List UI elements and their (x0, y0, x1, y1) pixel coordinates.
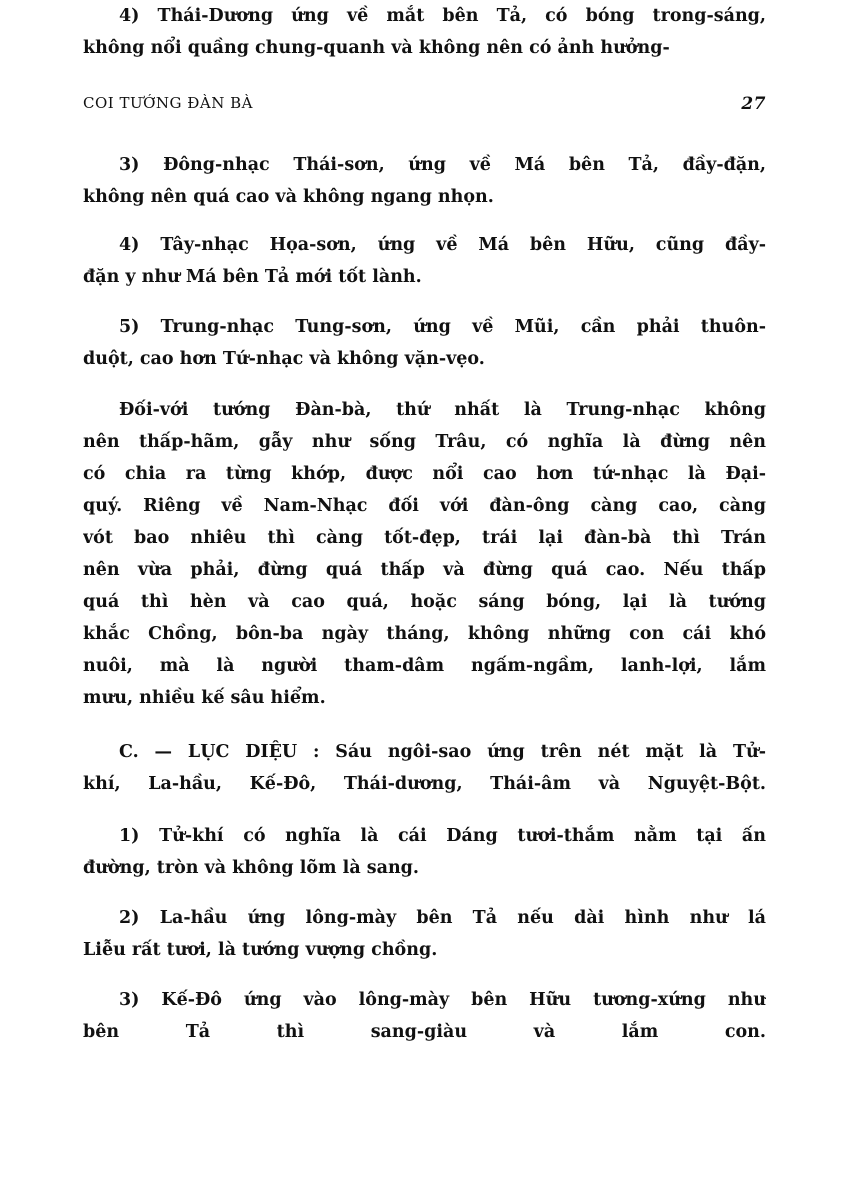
text-line: Liễu rất tươi, là tướng vượng chồng. (83, 940, 438, 960)
text-line: nên thấp-hãm, gẫy như sống Trâu, có nghĩa là đừng nên (83, 432, 766, 452)
text-line: 4) Tây-nhạc Họa-sơn, ứng về Má bên Hữu, cũng đầy- (119, 235, 766, 255)
text-line: 3) Kế-Đô ứng vào lông-mày bên Hữu tương-xứng như (119, 990, 766, 1010)
header-title: COI TƯỚNG ĐÀN BÀ (83, 94, 253, 112)
running-header (83, 94, 766, 114)
paragraph (83, 149, 766, 213)
text-line: C. — LỤC DIỆU : Sáu ngôi-sao ứng trên nét mặt là Tử- (119, 742, 766, 762)
paragraph (83, 984, 766, 1048)
text-line: 2) La-hầu ứng lông-mày bên Tả nếu dài hình như lá (119, 908, 766, 928)
paragraph (83, 736, 766, 800)
paragraph (83, 311, 766, 375)
paragraph (83, 394, 766, 714)
text-line: khắc Chồng, bôn-ba ngày tháng, không những con cái khó (83, 624, 766, 644)
text-line: mưu, nhiều kế sâu hiểm. (83, 688, 326, 708)
text-line: không nên quá cao và không ngang nhọn. (83, 187, 494, 207)
text-line: duột, cao hơn Tứ-nhạc và không vặn-vẹo. (83, 349, 485, 369)
paragraph (83, 229, 766, 293)
text-line: bên Tả thì sang-giàu và lắm con. (83, 1022, 766, 1042)
text-line: vót bao nhiêu thì càng tốt-đẹp, trái lại đàn-bà thì Trán (83, 528, 766, 548)
page-number: 27 (741, 94, 766, 114)
paragraph (83, 0, 766, 64)
text-line: 5) Trung-nhạc Tung-sơn, ứng về Mũi, cần phải thuôn- (119, 317, 766, 337)
paragraph (83, 820, 766, 884)
text-line: nuôi, mà là người tham-dâm ngấm-ngầm, lanh-lợi, lắm (83, 656, 766, 676)
text-line: khí, La-hầu, Kế-Đô, Thái-dương, Thái-âm và Nguyệt-Bột. (83, 774, 766, 794)
text-line: quý. Riêng về Nam-Nhạc đối với đàn-ông càng cao, càng (83, 496, 766, 516)
text-line: Đối-với tướng Đàn-bà, thứ nhất là Trung-nhạc không (119, 400, 766, 420)
text-line: 4) Thái-Dương ứng về mắt bên Tả, có bóng trong-sáng, (119, 6, 766, 26)
text-line: không nổi quầng chung-quanh và không nên có ảnh hưởng- (83, 38, 670, 58)
text-line: nên vừa phải, đừng quá thấp và đừng quá cao. Nếu thấp (83, 560, 766, 580)
text-line: đặn y như Má bên Tả mới tốt lành. (83, 267, 422, 287)
text-line: quá thì hèn và cao quá, hoặc sáng bóng, lại là tướng (83, 592, 766, 612)
text-line: đường, tròn và không lõm là sang. (83, 858, 419, 878)
text-line: có chia ra từng khớp, được nổi cao hơn tứ-nhạc là Đại- (83, 464, 766, 484)
paragraph (83, 902, 766, 966)
text-line: 1) Tử-khí có nghĩa là cái Dáng tươi-thắm nằm tại ấn (119, 826, 766, 846)
text-line: 3) Đông-nhạc Thái-sơn, ứng về Má bên Tả, đầy-đặn, (119, 155, 766, 175)
